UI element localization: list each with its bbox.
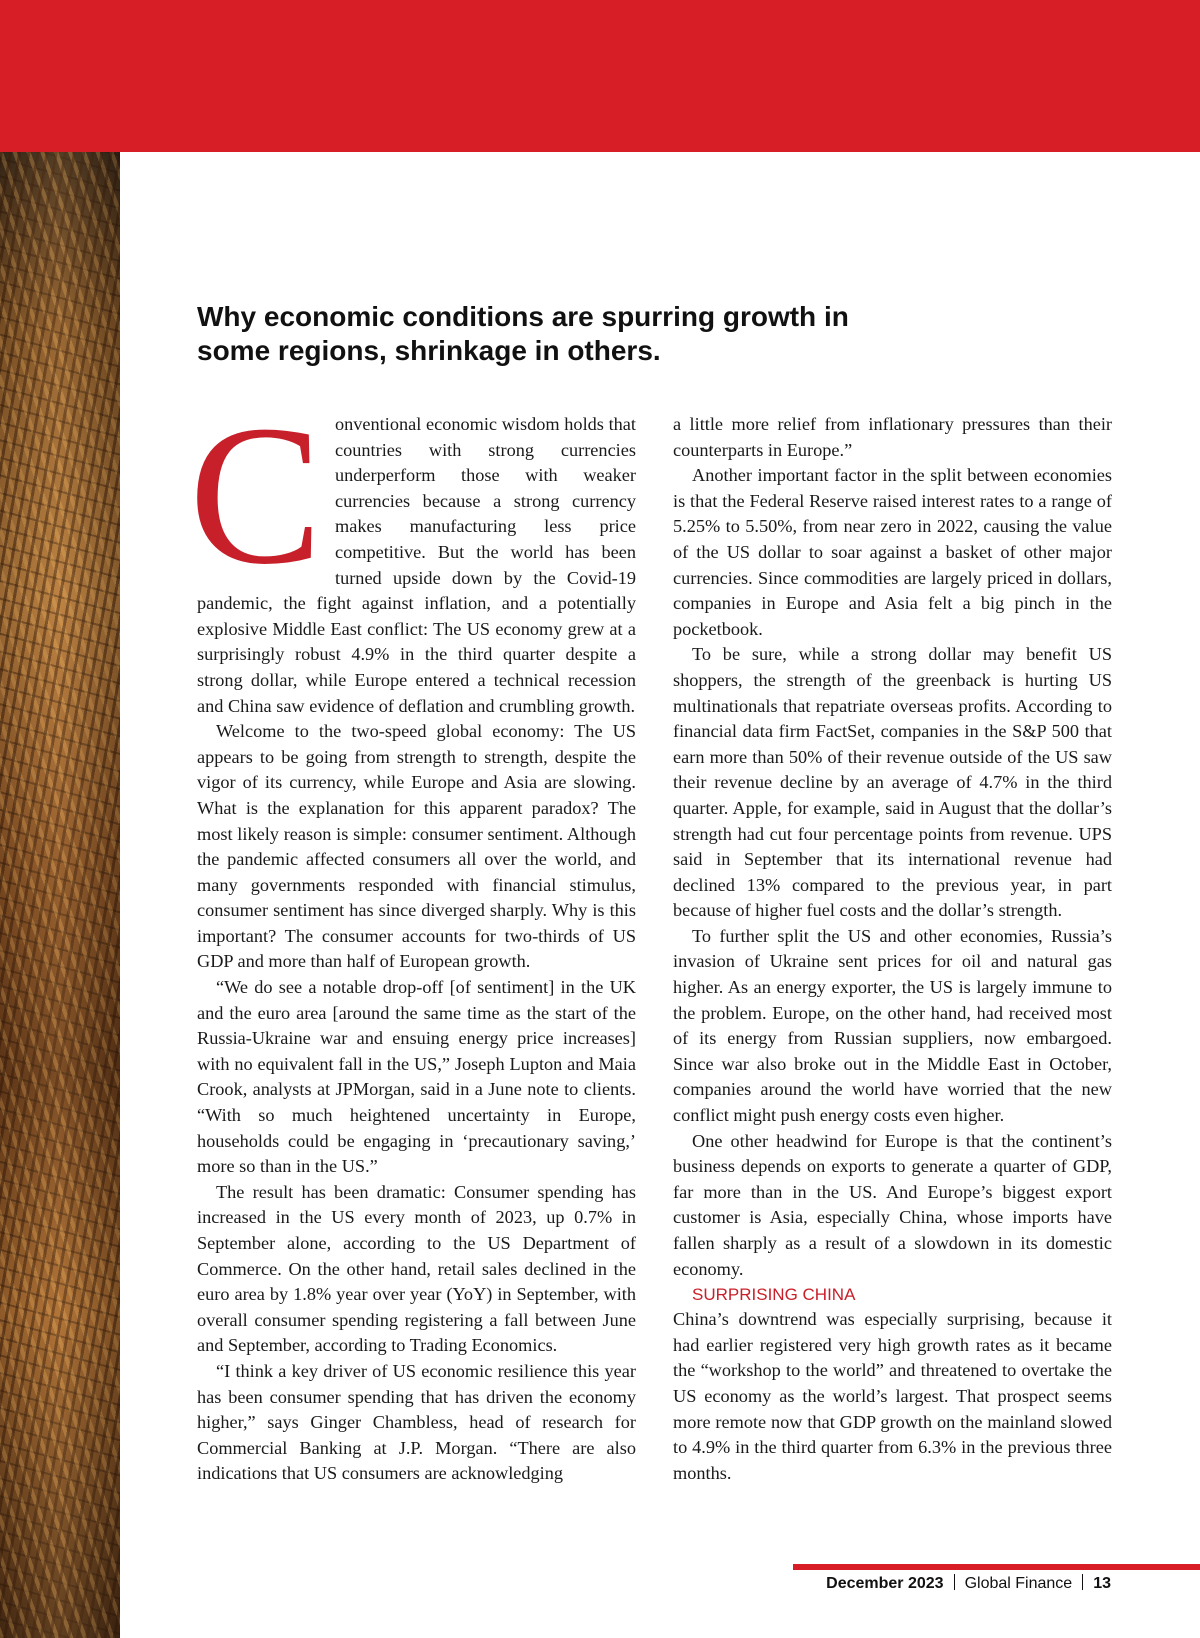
paragraph: “We do see a notable drop-off [of sentiment] in the UK and the euro area [around the same time as the start of the Russia-Ukraine war and ensuing energy price increases] with no equivalent fall in the US,” Joseph Lupton and Maia Crook, analysts at JPMorgan, said in a June note to clients. “With so much heightened uncertainty in Europe, households could be engaging in ‘precautionary saving,’ more so than in the US.” xyxy=(197,977,636,1177)
paragraph: One other headwind for Europe is that the continent’s business depends on exports to generate a quarter of GDP, far more than in the US. And Europe’s biggest export customer is Asia, especially China, whose imports have fallen sharply as a result of a slowdown in its domestic economy. xyxy=(673,1130,1112,1279)
article-column-left xyxy=(189,385,636,1487)
page-number: 13 xyxy=(1093,1575,1111,1592)
paragraph: China’s downtrend was especially surprising, because it had earlier registered very high growth rates as it became the “workshop to the world” and threatened to overtake the US economy as the world’s largest. That prospect seems more remote now that GDP growth on the mainland slowed to 4.9% in the third quarter from 6.3% in the previous three months. xyxy=(673,1309,1112,1483)
paragraph: Welcome to the two-speed global economy: The US appears to be going from strength to strength, despite the vigor of its currency, while Europe and Asia are slowing. What is the explanation for this apparent paradox? The most likely reason is simple: consumer sentiment. Although the pandemic affected consumers all over the world, and many governments responded with financial stimulus, consumer sentiment has since diverged sharply. Why is this important? The consumer accounts for two-thirds of US GDP and more than half of European growth. xyxy=(197,721,636,972)
issue-date: December 2023 xyxy=(826,1575,944,1592)
paragraph: To further split the US and other economies, Russia’s invasion of Ukraine sent prices for oil and natural gas higher. As an energy exporter, the US is largely immune to the problem. Europe, on the other hand, had received most of its energy from Russian suppliers, now embargoed. Since war also broke out in the Middle East in October, companies around the world have worried that the new conflict might push energy costs even higher. xyxy=(673,925,1112,1126)
paragraph: “I think a key driver of US economic resilience this year has been consumer spending that has driven the economy higher,” says Ginger Chambless, head of research for Commercial Banking at J.P. Morgan. “There are also indications that US consumers are acknowledging xyxy=(197,1360,636,1484)
paragraph: a little more relief from inflationary pressures than their counterparts in Europe.” xyxy=(673,414,1112,460)
paragraph: onventional economic wisdom holds that countries with strong currencies underperform those with weaker currencies because a strong currency makes manufacturing less price competitive. But the world has been turned upside down by the Covid-19 pandemic, the fight against inflation, and a potentially explosive Middle East conflict: The US economy grew at a surprisingly robust 4.9% in the third quarter despite a strong dollar, while Europe entered a technical recession and China saw evidence of deflation and crumbling growth. xyxy=(197,414,636,716)
section-subhead: SURPRISING CHINA xyxy=(692,1285,856,1305)
cornfield-photo-icon xyxy=(0,152,120,1638)
headline: Why economic conditions are spurring growth in some regions, shrinkage in others. xyxy=(197,301,849,366)
footer-divider xyxy=(954,1574,955,1590)
paragraph: Another important factor in the split between economies is that the Federal Reserve raised interest rates to a range of 5.25% to 5.50%, from near zero in 2022, causing the value of the US dollar to soar against a basket of other major currencies. Since commodities are largely priced in dollars, companies in Europe and Asia felt a big pinch in the pocketbook. xyxy=(673,465,1112,639)
paragraph: The result has been dramatic: Consumer spending has increased in the US every month of 2023, up 0.7% in September alone, according to the US Department of Commerce. On the other hand, retail sales declined in the euro area by 1.8% year over year (YoY) in September, with overall consumer spending registering a fall between June and September, according to Trading Economics. xyxy=(197,1181,636,1356)
paragraph: To be sure, while a strong dollar may benefit US shoppers, the strength of the greenback is hurting US multinationals that repatriate overseas profits. According to financial data firm FactSet, companies in the S&P 500 that earn more than 50% of their revenue outside of the US saw their revenue decline by an average of 4.7% in the third quarter. Apple, for example, said in August that the dollar’s strength had cut four percentage points from revenue. UPS said in September that its international revenue had declined 13% compared to the previous year, in part because of higher fuel costs and the dollar’s strength. xyxy=(673,644,1112,921)
top-color-bar xyxy=(0,0,1200,152)
page-footer xyxy=(826,1574,1111,1594)
publication-name: Global Finance xyxy=(964,1575,1073,1592)
article-column-right xyxy=(673,412,1112,1486)
footer-divider xyxy=(1082,1574,1083,1590)
drop-cap: C xyxy=(189,385,323,606)
footer-rule xyxy=(793,1564,1200,1570)
